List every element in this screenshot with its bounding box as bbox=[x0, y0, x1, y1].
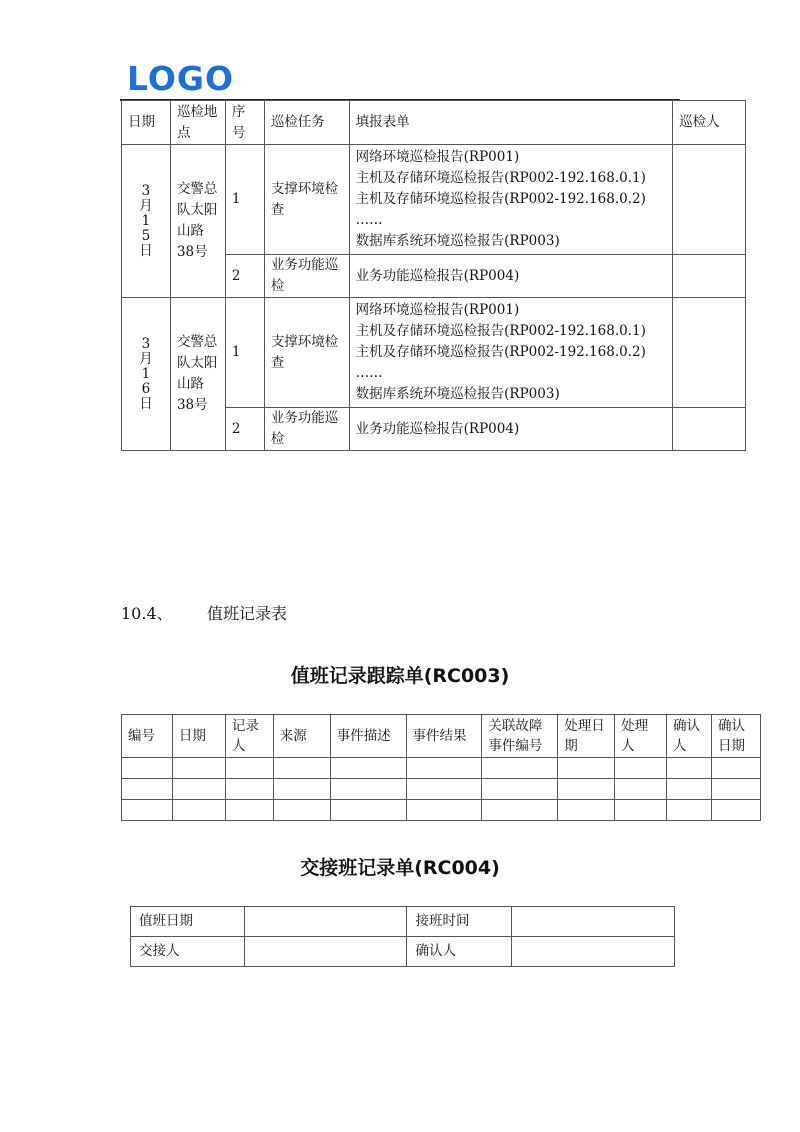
section-heading bbox=[121, 603, 287, 625]
duty-cell[interactable] bbox=[172, 779, 225, 800]
duty-header-cell: 关联故障事件编号 bbox=[482, 715, 558, 758]
duty-header-cell: 来源 bbox=[273, 715, 330, 758]
seq-cell: 1 bbox=[225, 145, 264, 255]
duty-header-cell: 编号 bbox=[122, 715, 173, 758]
seq-cell: 2 bbox=[225, 255, 264, 298]
duty-cell[interactable] bbox=[711, 779, 760, 800]
header-location: 巡检地点 bbox=[170, 101, 225, 145]
duty-header-cell: 事件描述 bbox=[330, 715, 406, 758]
duty-cell[interactable] bbox=[273, 800, 330, 821]
inspector-cell bbox=[673, 298, 746, 408]
inspector-cell bbox=[673, 145, 746, 255]
table-row bbox=[122, 145, 746, 255]
duty-cell[interactable] bbox=[406, 779, 482, 800]
duty-log-title: 值班记录跟踪单(RC003) bbox=[290, 665, 510, 687]
seq-cell: 1 bbox=[225, 298, 264, 408]
duty-log-header-row bbox=[122, 715, 761, 758]
duty-header-cell: 记录人 bbox=[225, 715, 273, 758]
handover-value[interactable] bbox=[244, 937, 407, 967]
handover-title: 交接班记录单(RC004) bbox=[300, 857, 500, 879]
duty-cell[interactable] bbox=[172, 800, 225, 821]
header-inspector: 巡检人 bbox=[673, 101, 746, 145]
handover-table bbox=[130, 906, 675, 967]
duty-cell[interactable] bbox=[711, 800, 760, 821]
duty-cell[interactable] bbox=[667, 758, 712, 779]
table-row bbox=[122, 800, 761, 821]
location-cell: 交警总队太阳山路38号 bbox=[170, 145, 225, 298]
duty-cell[interactable] bbox=[482, 758, 558, 779]
duty-cell[interactable] bbox=[615, 758, 667, 779]
duty-cell[interactable] bbox=[615, 779, 667, 800]
duty-cell[interactable] bbox=[482, 779, 558, 800]
section-title: 值班记录表 bbox=[207, 604, 288, 623]
handover-label: 确认人 bbox=[407, 937, 512, 967]
handover-label: 交接人 bbox=[131, 937, 245, 967]
duty-cell[interactable] bbox=[225, 779, 273, 800]
inspection-table bbox=[121, 100, 746, 451]
table-row bbox=[131, 907, 675, 937]
duty-header-cell: 确认日期 bbox=[711, 715, 760, 758]
duty-cell[interactable] bbox=[273, 779, 330, 800]
header-form: 填报表单 bbox=[349, 101, 672, 145]
duty-cell[interactable] bbox=[225, 758, 273, 779]
logo: LOGO bbox=[127, 59, 235, 98]
duty-cell[interactable] bbox=[330, 800, 406, 821]
handover-value[interactable] bbox=[244, 907, 407, 937]
form-cell: 网络环境巡检报告(RP001) 主机及存储环境巡检报告(RP002-192.168.0.1) 主机及存储环境巡检报告(RP002-192.168.0.2) …… 数据库系统环境巡检报告(RP003) bbox=[349, 145, 672, 255]
duty-cell[interactable] bbox=[225, 800, 273, 821]
duty-cell[interactable] bbox=[122, 800, 173, 821]
header-task: 巡检任务 bbox=[264, 101, 349, 145]
seq-cell: 2 bbox=[225, 408, 264, 451]
handover-value[interactable] bbox=[512, 937, 675, 967]
task-cell: 业务功能巡检 bbox=[264, 255, 349, 298]
duty-cell[interactable] bbox=[330, 758, 406, 779]
table-row bbox=[131, 937, 675, 967]
table-row bbox=[122, 779, 761, 800]
header-seq: 序号 bbox=[225, 101, 264, 145]
duty-cell[interactable] bbox=[482, 800, 558, 821]
location-cell: 交警总队太阳山路38号 bbox=[170, 298, 225, 451]
handover-label: 值班日期 bbox=[131, 907, 245, 937]
inspector-cell bbox=[673, 408, 746, 451]
duty-cell[interactable] bbox=[122, 779, 173, 800]
duty-cell[interactable] bbox=[558, 758, 615, 779]
form-cell: 业务功能巡检报告(RP004) bbox=[349, 408, 672, 451]
duty-cell[interactable] bbox=[172, 758, 225, 779]
duty-header-cell: 处理人 bbox=[615, 715, 667, 758]
section-number: 10.4、 bbox=[121, 604, 173, 623]
duty-cell[interactable] bbox=[406, 758, 482, 779]
task-cell: 支撑环境检查 bbox=[264, 145, 349, 255]
duty-header-cell: 处理日期 bbox=[558, 715, 615, 758]
duty-cell[interactable] bbox=[667, 800, 712, 821]
header-date: 日期 bbox=[122, 101, 171, 145]
task-cell: 支撑环境检查 bbox=[264, 298, 349, 408]
duty-cell[interactable] bbox=[273, 758, 330, 779]
inspector-cell bbox=[673, 255, 746, 298]
duty-cell[interactable] bbox=[667, 779, 712, 800]
duty-cell[interactable] bbox=[558, 779, 615, 800]
duty-header-cell: 事件结果 bbox=[406, 715, 482, 758]
form-cell: 业务功能巡检报告(RP004) bbox=[349, 255, 672, 298]
table-row bbox=[122, 298, 746, 408]
handover-value[interactable] bbox=[512, 907, 675, 937]
handover-label: 接班时间 bbox=[407, 907, 512, 937]
duty-cell[interactable] bbox=[330, 779, 406, 800]
duty-log-table bbox=[121, 714, 761, 821]
duty-header-cell: 日期 bbox=[172, 715, 225, 758]
form-cell: 网络环境巡检报告(RP001) 主机及存储环境巡检报告(RP002-192.168.0.1) 主机及存储环境巡检报告(RP002-192.168.0.2) …… 数据库系统环境巡检报告(RP003) bbox=[349, 298, 672, 408]
duty-cell[interactable] bbox=[615, 800, 667, 821]
duty-header-cell: 确认人 bbox=[667, 715, 712, 758]
duty-cell[interactable] bbox=[711, 758, 760, 779]
date-cell: 3 月 1 6 日 bbox=[122, 298, 171, 451]
duty-cell[interactable] bbox=[122, 758, 173, 779]
date-cell: 3 月 1 5 日 bbox=[122, 145, 171, 298]
duty-cell[interactable] bbox=[406, 800, 482, 821]
task-cell: 业务功能巡检 bbox=[264, 408, 349, 451]
duty-cell[interactable] bbox=[558, 800, 615, 821]
table-row bbox=[122, 758, 761, 779]
table-header-row bbox=[122, 101, 746, 145]
